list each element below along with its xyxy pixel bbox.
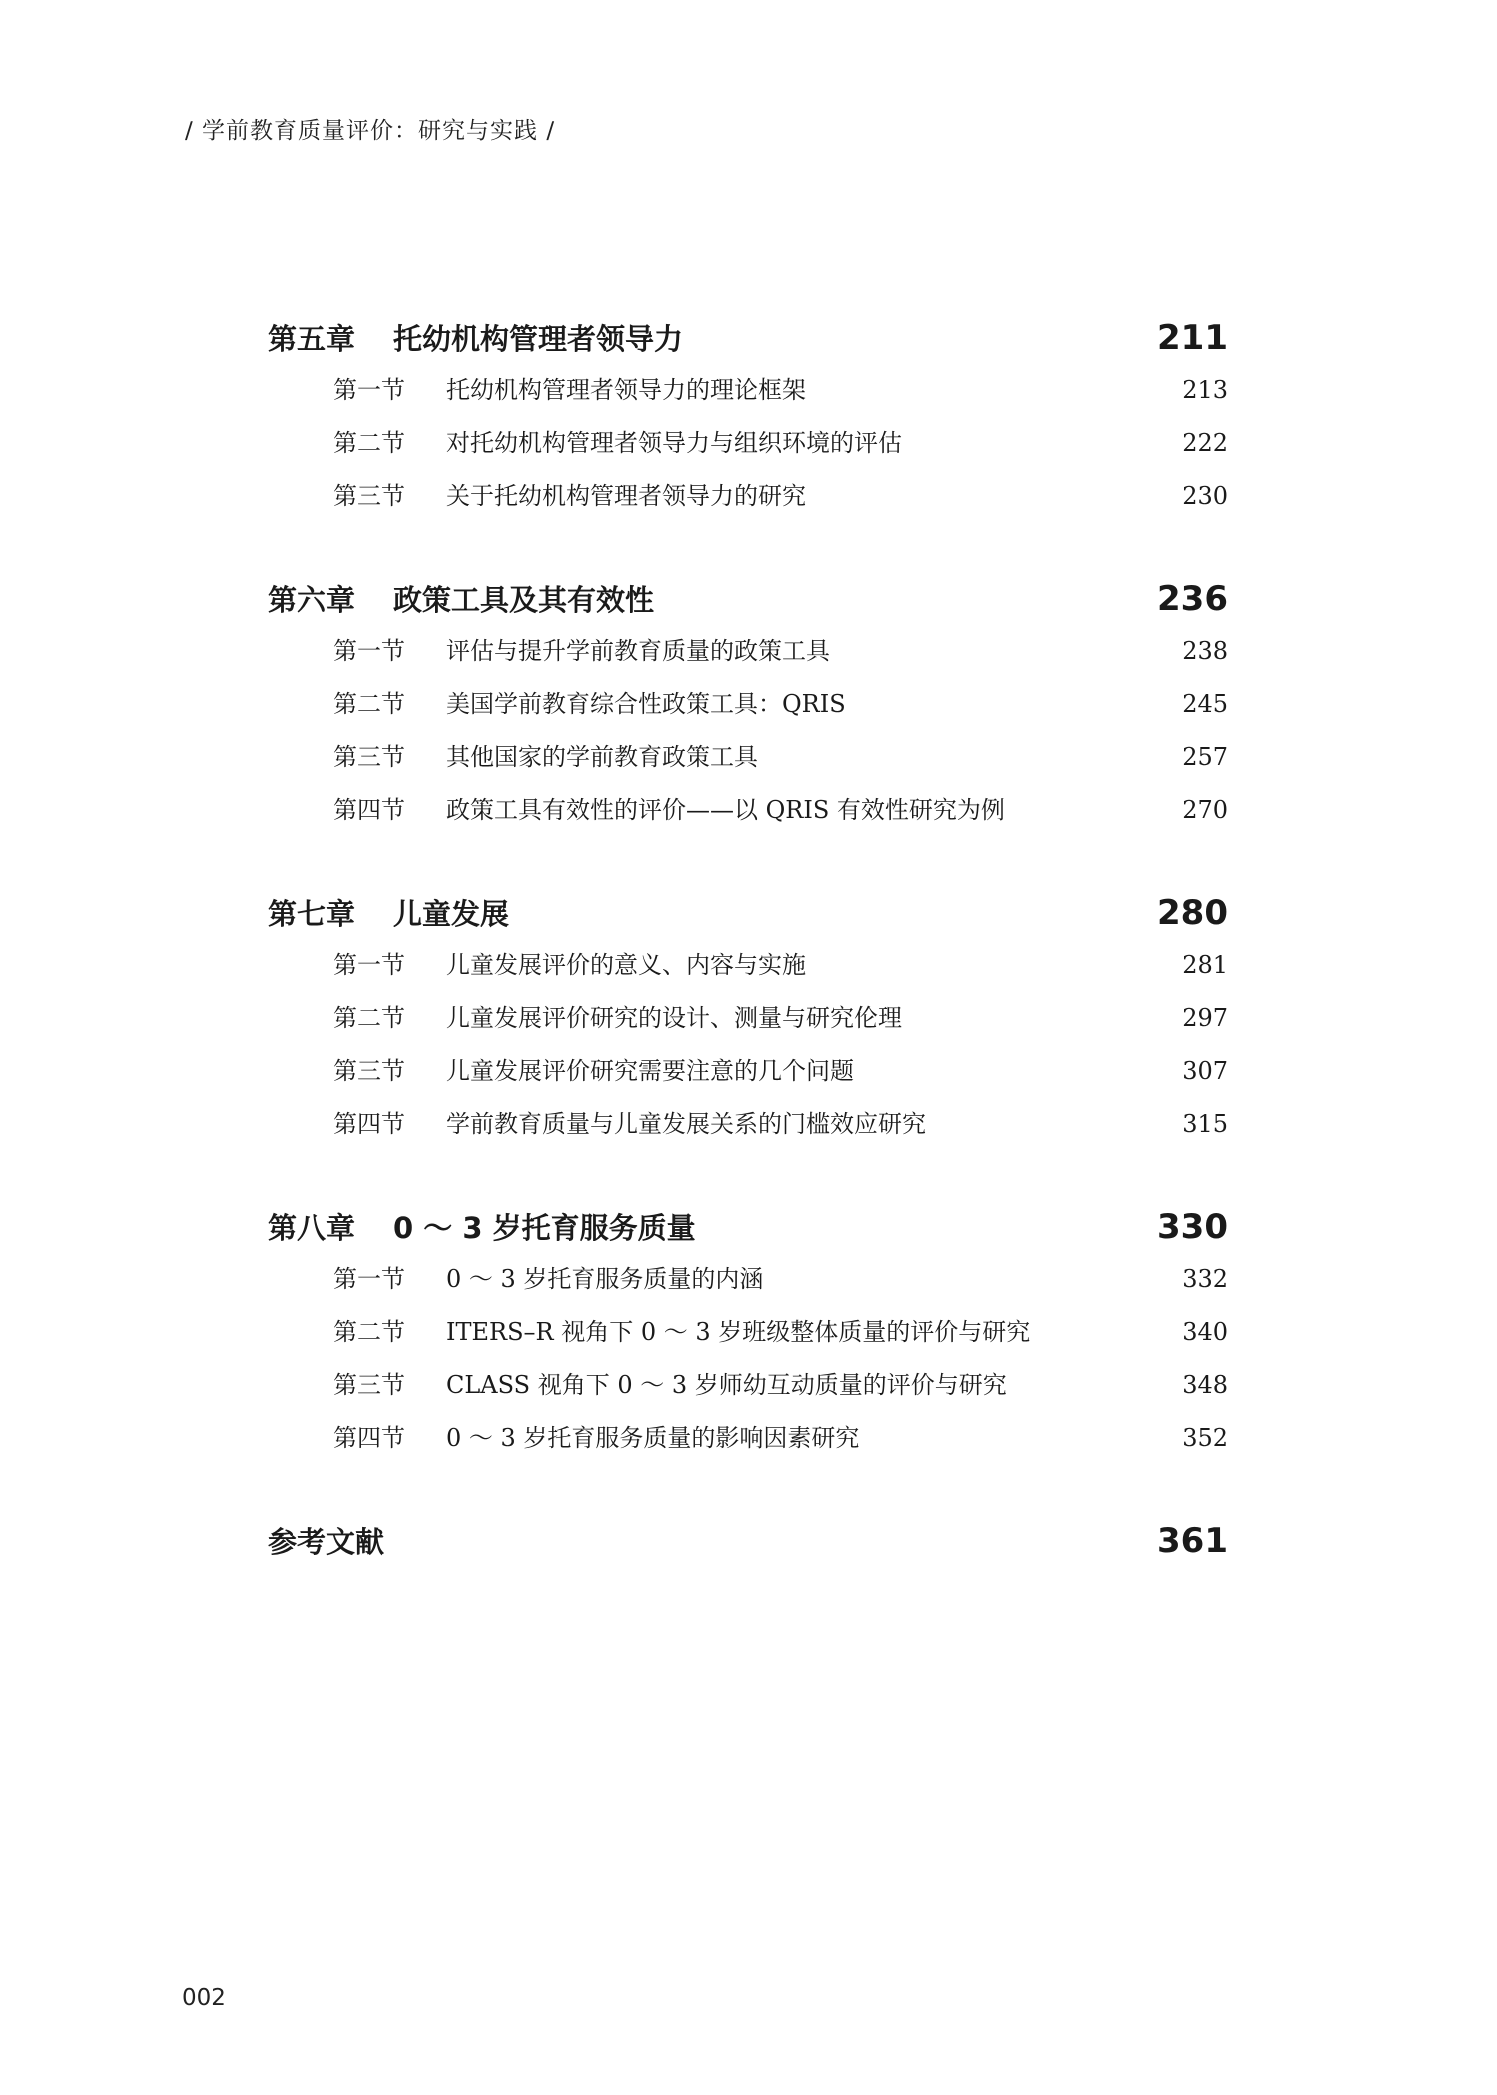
section-page-number: 352 [1182,1424,1228,1452]
page-number: 002 [182,1985,226,2011]
section-title: 托幼机构管理者领导力的理论框架 [446,376,806,404]
chapter-label: 第七章 [268,897,356,931]
section-entry[interactable] [268,1359,1228,1412]
table-of-contents [268,312,1228,1567]
section-page-number: 245 [1182,690,1228,718]
section-entry[interactable] [268,1098,1228,1151]
section-page-number: 230 [1182,482,1228,510]
section-label: 第三节 [333,1371,405,1399]
chapter-title: 儿童发展 [393,897,510,931]
section-title: 对托幼机构管理者领导力与组织环境的评估 [446,429,902,457]
chapter-page-number: 211 [1157,318,1228,358]
chapter-6 [268,573,1228,837]
section-page-number: 222 [1182,429,1228,457]
chapter-5 [268,312,1228,523]
section-label: 第四节 [333,1110,405,1138]
section-page-number: 348 [1182,1371,1228,1399]
chapter-page-number: 280 [1157,893,1228,933]
section-entry[interactable] [268,417,1228,470]
section-entry[interactable] [268,625,1228,678]
section-page-number: 257 [1182,743,1228,771]
section-page-number: 315 [1182,1110,1228,1138]
section-title: 学前教育质量与儿童发展关系的门槛效应研究 [446,1110,926,1138]
section-label: 第二节 [333,1318,405,1346]
section-title: 0 ～ 3 岁托育服务质量的影响因素研究 [446,1424,860,1452]
chapter-label: 第八章 [268,1211,356,1245]
section-page-number: 270 [1182,796,1228,824]
section-entry[interactable] [268,470,1228,523]
references-title: 参考文献 [268,1525,385,1559]
section-label: 第一节 [333,951,405,979]
chapter-page-number: 236 [1157,579,1228,619]
section-title: CLASS 视角下 0 ～ 3 岁师幼互动质量的评价与研究 [446,1371,1007,1399]
section-page-number: 238 [1182,637,1228,665]
chapter-label: 第五章 [268,322,356,356]
section-title: 政策工具有效性的评价——以 QRIS 有效性研究为例 [446,796,1005,824]
chapter-title: 托幼机构管理者领导力 [393,322,684,356]
section-label: 第四节 [333,796,405,824]
section-entry[interactable] [268,731,1228,784]
section-entry[interactable] [268,1045,1228,1098]
section-entry[interactable] [268,784,1228,837]
chapter-entry[interactable] [268,1201,1228,1253]
section-label: 第三节 [333,743,405,771]
section-title: 评估与提升学前教育质量的政策工具 [446,637,830,665]
section-page-number: 281 [1182,951,1228,979]
section-label: 第三节 [333,482,405,510]
section-entry[interactable] [268,992,1228,1045]
chapter-title: 政策工具及其有效性 [393,583,655,617]
section-page-number: 213 [1182,376,1228,404]
chapter-8 [268,1201,1228,1465]
section-label: 第二节 [333,1004,405,1032]
chapter-label: 第六章 [268,583,356,617]
section-page-number: 332 [1182,1265,1228,1293]
section-title: 0 ～ 3 岁托育服务质量的内涵 [446,1265,764,1293]
section-label: 第四节 [333,1424,405,1452]
chapter-title: 0 ～ 3 岁托育服务质量 [393,1211,696,1245]
section-title: 关于托幼机构管理者领导力的研究 [446,482,806,510]
section-entry[interactable] [268,678,1228,731]
section-label: 第一节 [333,376,405,404]
section-page-number: 340 [1182,1318,1228,1346]
section-label: 第三节 [333,1057,405,1085]
references-entry[interactable] [268,1515,1228,1567]
section-title: 其他国家的学前教育政策工具 [446,743,758,771]
references-page-number: 361 [1157,1521,1228,1561]
chapter-page-number: 330 [1157,1207,1228,1247]
section-entry[interactable] [268,939,1228,992]
section-title: 美国学前教育综合性政策工具：QRIS [446,690,846,718]
section-page-number: 297 [1182,1004,1228,1032]
chapter-7 [268,887,1228,1151]
section-title: 儿童发展评价研究需要注意的几个问题 [446,1057,854,1085]
section-title: ITERS–R 视角下 0 ～ 3 岁班级整体质量的评价与研究 [446,1318,1031,1346]
section-title: 儿童发展评价研究的设计、测量与研究伦理 [446,1004,902,1032]
section-entry[interactable] [268,1412,1228,1465]
section-page-number: 307 [1182,1057,1228,1085]
chapter-entry[interactable] [268,887,1228,939]
section-label: 第一节 [333,1265,405,1293]
chapter-entry[interactable] [268,573,1228,625]
section-title: 儿童发展评价的意义、内容与实施 [446,951,806,979]
section-label: 第一节 [333,637,405,665]
section-entry[interactable] [268,1253,1228,1306]
section-label: 第二节 [333,429,405,457]
section-entry[interactable] [268,1306,1228,1359]
running-header: ∕ 学前教育质量评价：研究与实践 ∕ [185,118,556,144]
section-label: 第二节 [333,690,405,718]
chapter-entry[interactable] [268,312,1228,364]
section-entry[interactable] [268,364,1228,417]
